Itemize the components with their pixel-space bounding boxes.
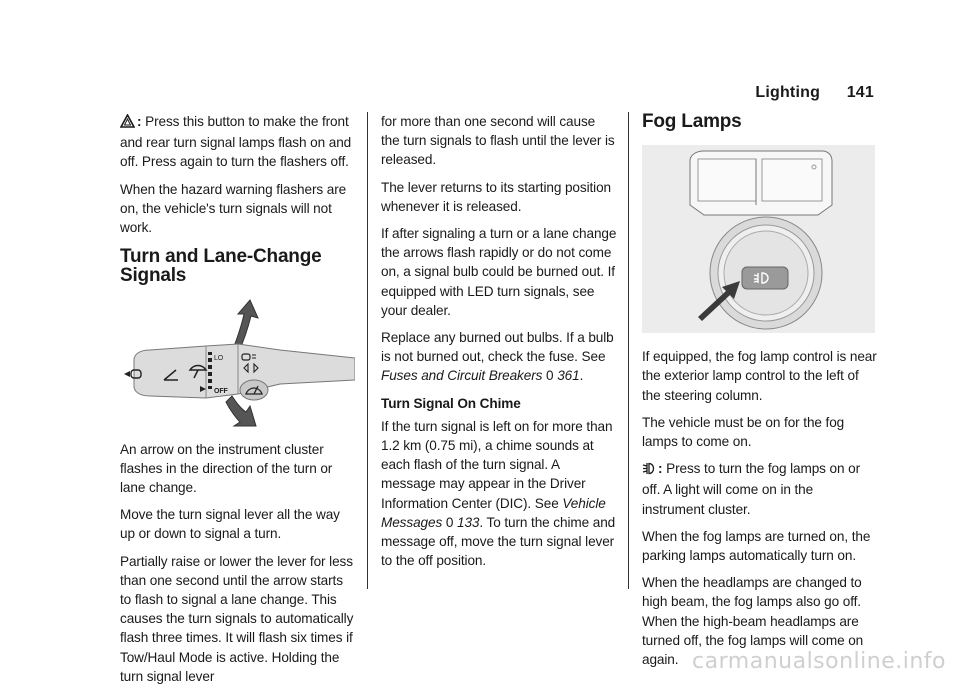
colon-2: : [658, 461, 663, 477]
fuses-reference-link[interactable]: Fuses and Circuit Breakers [381, 368, 543, 384]
page-ref-symbol: 0 [546, 368, 554, 384]
chime-text-end: . To turn the chime and message off, move the turn signal lever to the off position. [381, 514, 616, 569]
chime-paragraph [381, 417, 617, 571]
fog-lamp-icon [642, 461, 656, 480]
high-beam-paragraph: When the headlamps are changed to high beam, the fog lamps also go off. When the high-beam headlamps are turned off, the fog lamps will come on again. [642, 575, 864, 668]
column-divider-1 [367, 112, 368, 589]
fog-button-paragraph [642, 459, 878, 519]
fog-lamp-control-illustration [642, 145, 875, 333]
turn-signal-lever-illustration [120, 298, 355, 428]
fog-location-paragraph: If equipped, the fog lamp control is near the exterior lamp control to the left of the steering column. [642, 349, 877, 403]
lever-off-label: OFF [214, 387, 228, 395]
cluster-arrow-paragraph: An arrow on the instrument cluster flashes in the direction of the turn or lane change. [120, 441, 333, 496]
page-number: 141 [846, 84, 874, 101]
column-3 [642, 112, 878, 677]
column-divider-2 [628, 112, 629, 589]
colon: : [137, 114, 142, 129]
lane-change-paragraph: Partially raise or lower the lever for less than one second until the arrow starts to flash to signal a lane change. This causes the turn signals to automatically flash three times. It will flash six times if Tow/Haul Mode is active. Holding the turn signal lever [120, 553, 354, 684]
fog-lamps-heading: Fog Lamps [642, 111, 742, 132]
page-ref-symbol-2: 0 [445, 514, 454, 530]
hazard-description: Press this button to make the front and rear turn signal lamps flash on and off. Press again to turn the flashers off. [120, 114, 352, 170]
page-header [755, 84, 874, 102]
fuses-page-link[interactable]: 361 [557, 368, 580, 384]
chime-text: If the turn signal is left on for more than 1.2 km (0.75 mi), a chime sounds at each flash of the turn signal. A message may appear in the Driver Information Center (DIC). See [381, 418, 613, 511]
watermark: carmanualsonline.info [692, 649, 946, 674]
vehicle-on-paragraph: The vehicle must be on for the fog lamps to come on. [642, 414, 845, 450]
lever-returns-paragraph: The lever returns to its starting position whenever it is released. [381, 179, 612, 214]
vehicle-messages-page-link[interactable]: 133 [457, 514, 480, 530]
hazard-paragraph [120, 112, 355, 172]
move-lever-paragraph: Move the turn signal lever all the way up or down to signal a turn. [120, 507, 340, 542]
fog-button-description: Press to turn the fog lamps on or off. A light will come on in the instrument cluster. [642, 461, 861, 517]
section-title: Lighting [755, 84, 821, 101]
replace-bulbs-text: Replace any burned out bulbs. If a bulb is not burned out, check the fuse. See [381, 330, 614, 365]
column-1 [120, 112, 355, 694]
parking-lamps-paragraph: When the fog lamps are turned on, the parking lamps automatically turn on. [642, 528, 871, 564]
hold-lever-paragraph: for more than one second will cause the turn signals to flash until the lever is released. [381, 114, 615, 168]
hazard-note: When the hazard warning flashers are on, the vehicle's turn signals will not work. [120, 181, 347, 236]
vehicle-messages-reference-link[interactable]: Vehicle Messages [381, 495, 606, 530]
svg-text:LO: LO [214, 354, 224, 362]
chime-subheading: Turn Signal On Chime [381, 395, 521, 411]
hazard-warning-icon [120, 114, 135, 133]
replace-bulbs-paragraph: Replace any burned out bulbs. If a bulb is not burned out, check the fuse. See Fuses and Circuit Breakers 0 361. [381, 330, 614, 384]
bulb-paragraph: If after signaling a turn or a lane change the arrows flash rapidly or do not come on, a signal bulb could be burned out. If equipped with LED turn signals, see your dealer. [381, 226, 617, 318]
column-2 [381, 112, 617, 578]
turn-signals-heading: Turn and Lane-Change Signals [120, 246, 322, 287]
